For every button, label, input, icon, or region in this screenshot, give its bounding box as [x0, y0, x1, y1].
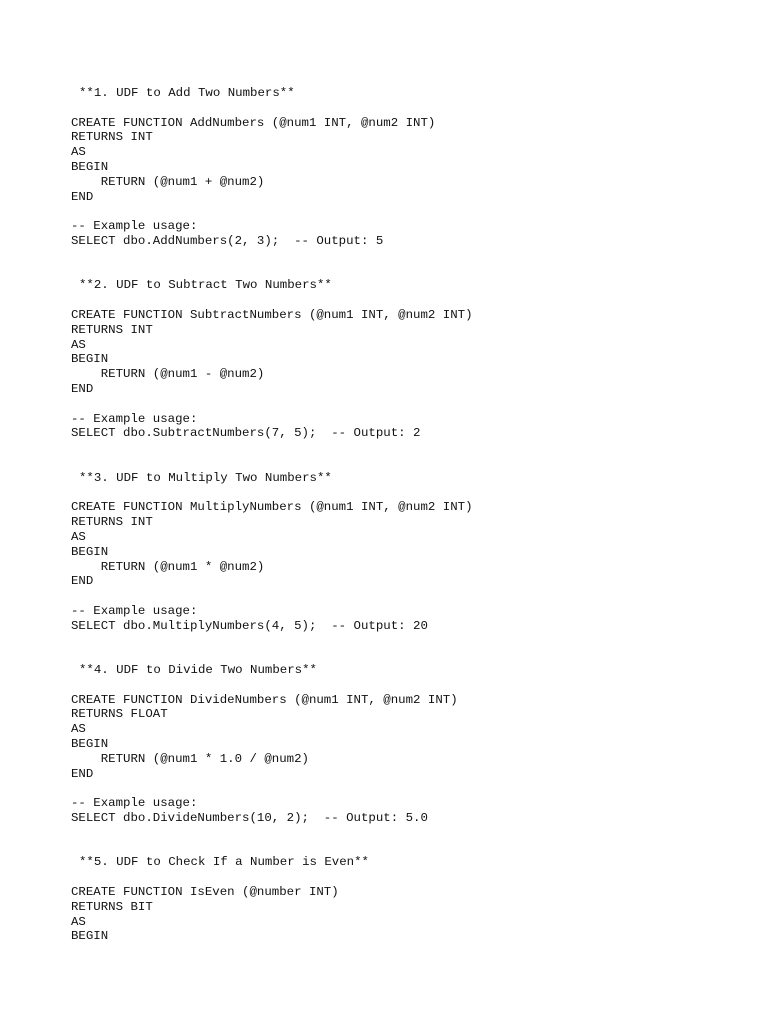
- section-2-code-line-4: BEGIN: [71, 352, 109, 367]
- section-2-code-line-2: RETURNS INT: [71, 322, 153, 337]
- section-2-example-comment: -- Example usage:: [71, 411, 198, 426]
- section-4-code-line-2: RETURNS FLOAT: [71, 707, 168, 722]
- blank-line: [71, 589, 731, 604]
- blank-line: [71, 781, 731, 796]
- section-3-code-line-2: RETURNS INT: [71, 515, 153, 530]
- section-1-code-line-2: RETURNS INT: [71, 130, 153, 145]
- section-4-code-line-5: RETURN (@num1 * 1.0 / @num2): [71, 751, 309, 766]
- section-4-example-query: SELECT dbo.DivideNumbers(10, 2); -- Output: 5.0: [71, 811, 428, 826]
- section-4-heading: **4. UDF to Divide Two Numbers**: [79, 663, 317, 678]
- section-2-example-query: SELECT dbo.SubtractNumbers(7, 5); -- Output: 2: [71, 426, 421, 441]
- section-5-code-line-4: BEGIN: [71, 929, 109, 944]
- section-2-code-line-6: END: [71, 381, 94, 396]
- section-3-heading: **3. UDF to Multiply Two Numbers**: [79, 470, 332, 485]
- section-2-heading: **2. UDF to Subtract Two Numbers**: [79, 278, 332, 293]
- section-1-example-comment: -- Example usage:: [71, 219, 198, 234]
- blank-line: [71, 397, 731, 412]
- section-4-code-line-4: BEGIN: [71, 737, 109, 752]
- blank-line: [71, 486, 731, 501]
- section-1-code-line-5: RETURN (@num1 + @num2): [71, 174, 265, 189]
- blank-line: [71, 678, 731, 693]
- section-3-code-line-4: BEGIN: [71, 544, 109, 559]
- section-5-code-line-2: RETURNS BIT: [71, 899, 153, 914]
- blank-line: [71, 204, 731, 219]
- section-5-heading: **5. UDF to Check If a Number is Even**: [79, 855, 369, 870]
- section-spacer: [71, 826, 731, 856]
- section-4-code-line-1: CREATE FUNCTION DivideNumbers (@num1 INT, @num2 INT): [71, 692, 458, 707]
- section-1-code-line-4: BEGIN: [71, 159, 109, 174]
- blank-line: [71, 293, 731, 308]
- section-1-heading: **1. UDF to Add Two Numbers**: [79, 86, 295, 100]
- section-spacer: [71, 441, 731, 471]
- section-3-example-comment: -- Example usage:: [71, 603, 198, 618]
- section-spacer: [71, 249, 731, 279]
- section-3-example-query: SELECT dbo.MultiplyNumbers(4, 5); -- Output: 20: [71, 618, 428, 633]
- section-4-code-line-3: AS: [71, 722, 86, 737]
- section-1-example-query: SELECT dbo.AddNumbers(2, 3); -- Output: 5: [71, 233, 384, 248]
- section-5-code-line-3: AS: [71, 914, 86, 929]
- section-3-code-line-1: CREATE FUNCTION MultiplyNumbers (@num1 INT, @num2 INT): [71, 500, 473, 515]
- section-1-code-line-3: AS: [71, 145, 86, 160]
- section-2-code-line-1: CREATE FUNCTION SubtractNumbers (@num1 INT, @num2 INT): [71, 307, 473, 322]
- blank-line: [71, 101, 731, 116]
- section-3-code-line-3: AS: [71, 529, 86, 544]
- section-4-example-comment: -- Example usage:: [71, 796, 198, 811]
- section-5-code-line-1: CREATE FUNCTION IsEven (@number INT): [71, 885, 339, 900]
- section-1-code-line-6: END: [71, 189, 94, 204]
- section-spacer: [71, 633, 731, 663]
- section-2-code-line-5: RETURN (@num1 - @num2): [71, 367, 265, 382]
- blank-line: [71, 870, 731, 885]
- sql-udf-document: [71, 86, 731, 944]
- section-3-code-line-6: END: [71, 574, 94, 589]
- section-2-code-line-3: AS: [71, 337, 86, 352]
- section-1-code-line-1: CREATE FUNCTION AddNumbers (@num1 INT, @num2 INT): [71, 115, 436, 130]
- section-4-code-line-6: END: [71, 766, 94, 781]
- section-3-code-line-5: RETURN (@num1 * @num2): [71, 559, 265, 574]
